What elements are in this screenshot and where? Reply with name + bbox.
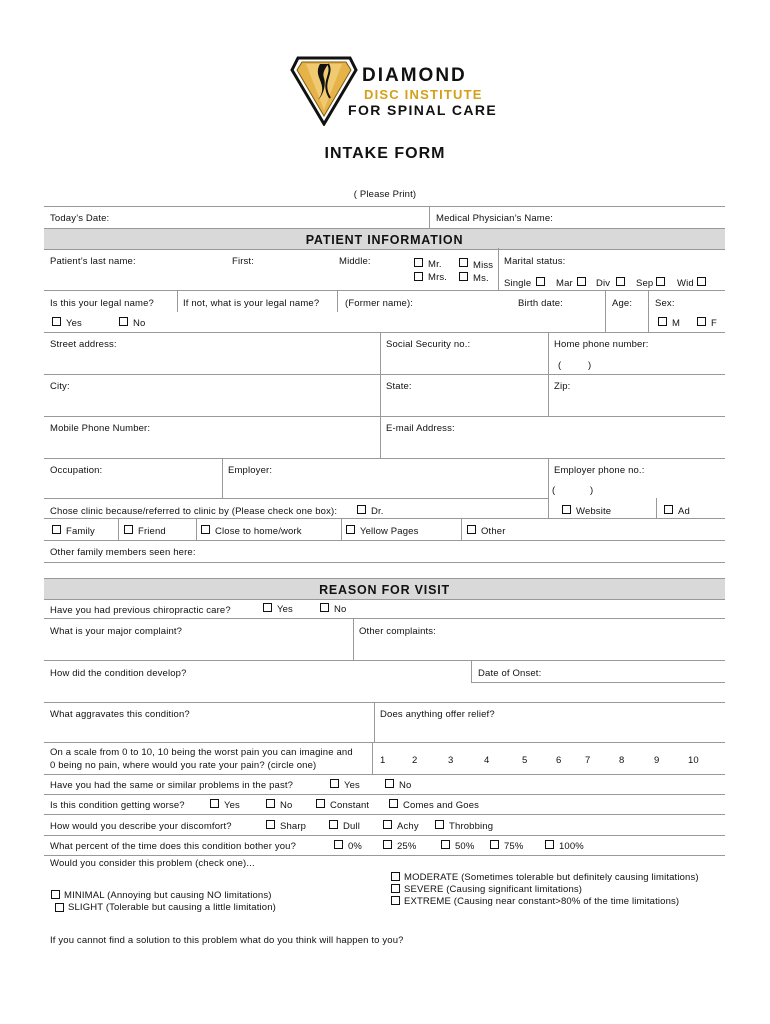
legal-no-checkbox[interactable] xyxy=(119,317,128,326)
onset-label: Date of Onset: xyxy=(478,668,542,679)
rule xyxy=(44,855,725,856)
rule xyxy=(374,702,375,742)
close-to-home-label: Close to home/work xyxy=(215,526,302,537)
dr-label: Dr. xyxy=(371,506,384,517)
logo xyxy=(290,52,500,130)
miss-label: Miss xyxy=(473,260,494,271)
friend-label: Friend xyxy=(138,526,166,537)
widowed-checkbox[interactable] xyxy=(697,277,706,286)
pain-scale-line-1: On a scale from 0 to 10, 10 being the worst pain you can imagine and xyxy=(50,747,353,758)
rule xyxy=(429,206,430,228)
rule xyxy=(461,518,462,540)
rule xyxy=(222,458,223,498)
employer-label: Employer: xyxy=(228,465,273,476)
percent-question: What percent of the time does this condition bother you? xyxy=(50,841,297,852)
rule xyxy=(196,518,197,540)
aggravates-label: What aggravates this condition? xyxy=(50,709,190,720)
percent-75-label: 75% xyxy=(504,841,524,852)
logo-line-3: FOR SPINAL CARE xyxy=(348,102,498,118)
website-label: Website xyxy=(576,506,612,517)
major-complaint-label: What is your major complaint? xyxy=(50,626,183,637)
ad-label: Ad xyxy=(678,506,690,517)
percent-100-checkbox[interactable] xyxy=(545,840,554,849)
close-to-home-checkbox[interactable] xyxy=(201,525,210,534)
divorced-label: Div xyxy=(596,278,611,289)
birth-date-label: Birth date: xyxy=(518,298,563,309)
constant-checkbox[interactable] xyxy=(316,799,325,808)
percent-0-checkbox[interactable] xyxy=(334,840,343,849)
mobile-label: Mobile Phone Number: xyxy=(50,423,151,434)
patient-info-header xyxy=(44,228,725,250)
age-label: Age: xyxy=(612,298,633,309)
worse-no-label: No xyxy=(280,800,293,811)
rule xyxy=(380,332,381,374)
rule xyxy=(471,682,725,683)
yellow-pages-label: Yellow Pages xyxy=(360,526,419,537)
first-name-label: First: xyxy=(232,256,255,267)
logo-line-2: DISC INSTITUTE xyxy=(364,87,483,102)
form-subtitle: ( Please Print) xyxy=(353,189,417,200)
rule xyxy=(44,416,725,417)
same-yes-checkbox[interactable] xyxy=(330,779,339,788)
sharp-label: Sharp xyxy=(280,821,307,832)
miss-checkbox[interactable] xyxy=(459,258,468,267)
middle-name-label: Middle: xyxy=(339,256,371,267)
rule xyxy=(44,332,725,333)
pain-6[interactable]: 6 xyxy=(556,755,562,766)
rule xyxy=(44,458,725,459)
worse-no-checkbox[interactable] xyxy=(266,799,275,808)
rule xyxy=(44,540,725,541)
last-name-label: Patient’s last name: xyxy=(50,256,136,267)
mr-label: Mr. xyxy=(428,259,442,270)
todays-date-label: Today’s Date: xyxy=(50,213,110,224)
sex-label: Sex: xyxy=(655,298,675,309)
sex-m-label: M xyxy=(672,318,681,329)
rule xyxy=(498,248,499,290)
other-checkbox[interactable] xyxy=(467,525,476,534)
state-label: State: xyxy=(386,381,412,392)
worse-yes-label: Yes xyxy=(224,800,240,811)
rule xyxy=(44,702,725,703)
pain-4[interactable]: 4 xyxy=(484,755,490,766)
employer-phone-paren-left: ( xyxy=(552,485,556,496)
pain-8[interactable]: 8 xyxy=(619,755,625,766)
rule xyxy=(44,742,725,743)
family-members-label: Other family members seen here: xyxy=(50,547,196,558)
sharp-checkbox[interactable] xyxy=(266,820,275,829)
percent-75-checkbox[interactable] xyxy=(490,840,499,849)
same-no-checkbox[interactable] xyxy=(385,779,394,788)
relief-label: Does anything offer relief? xyxy=(380,709,495,720)
mr-checkbox[interactable] xyxy=(414,258,423,267)
rule xyxy=(44,774,725,775)
describe-question: How would you describe your discomfort? xyxy=(50,821,232,832)
employer-phone-paren-right: ) xyxy=(590,485,594,496)
rule xyxy=(471,660,472,682)
former-name-label: (Former name): xyxy=(345,298,414,309)
dull-checkbox[interactable] xyxy=(329,820,338,829)
legal-yes-checkbox[interactable] xyxy=(52,317,61,326)
rule xyxy=(648,290,649,332)
mrs-label: Mrs. xyxy=(428,272,448,283)
street-label: Street address: xyxy=(50,339,117,350)
yellow-pages-checkbox[interactable] xyxy=(346,525,355,534)
home-phone-paren-right: ) xyxy=(588,360,592,371)
email-label: E-mail Address: xyxy=(386,423,455,434)
throbbing-label: Throbbing xyxy=(449,821,494,832)
same-problem-question: Have you had the same or similar problems in the past? xyxy=(50,780,294,791)
divorced-checkbox[interactable] xyxy=(616,277,625,286)
married-checkbox[interactable] xyxy=(577,277,586,286)
throbbing-checkbox[interactable] xyxy=(435,820,444,829)
ms-checkbox[interactable] xyxy=(459,272,468,281)
rule xyxy=(548,458,549,518)
ssn-label: Social Security no.: xyxy=(386,339,471,350)
zip-label: Zip: xyxy=(554,381,571,392)
rule xyxy=(353,618,354,660)
widowed-label: Wid xyxy=(677,278,694,289)
comes-goes-checkbox[interactable] xyxy=(389,799,398,808)
severe-label: SEVERE (Causing significant limitations) xyxy=(404,884,583,895)
rule xyxy=(44,618,725,619)
rule xyxy=(44,290,725,291)
consider-question: Would you consider this problem (check one)... xyxy=(50,858,255,869)
home-phone-label: Home phone number: xyxy=(554,339,649,350)
extreme-label: EXTREME (Causing near constant>80% of the time limitations) xyxy=(404,896,680,907)
percent-100-label: 100% xyxy=(559,841,584,852)
single-checkbox[interactable] xyxy=(536,277,545,286)
friend-checkbox[interactable] xyxy=(124,525,133,534)
married-label: Mar xyxy=(556,278,573,289)
ad-checkbox[interactable] xyxy=(664,505,673,514)
website-checkbox[interactable] xyxy=(562,505,571,514)
ms-label: Ms. xyxy=(473,273,489,284)
moderate-checkbox[interactable] xyxy=(391,872,400,881)
rule xyxy=(605,290,606,332)
percent-50-checkbox[interactable] xyxy=(441,840,450,849)
family-checkbox[interactable] xyxy=(52,525,61,534)
family-label: Family xyxy=(66,526,95,537)
form-title: INTAKE FORM xyxy=(324,145,446,162)
pain-3[interactable]: 3 xyxy=(448,755,454,766)
dull-label: Dull xyxy=(343,821,360,832)
pain-7[interactable]: 7 xyxy=(585,755,591,766)
rule xyxy=(380,374,381,416)
achy-checkbox[interactable] xyxy=(383,820,392,829)
physician-label: Medical Physician’s Name: xyxy=(436,213,554,224)
achy-label: Achy xyxy=(397,821,419,832)
rule xyxy=(44,814,725,815)
same-no-label: No xyxy=(399,780,412,791)
rule xyxy=(44,794,725,795)
rule xyxy=(341,518,342,540)
comes-goes-label: Comes and Goes xyxy=(403,800,480,811)
future-question: If you cannot find a solution to this problem what do you think will happen to you? xyxy=(50,935,404,946)
rule xyxy=(44,660,725,661)
sex-m-checkbox[interactable] xyxy=(658,317,667,326)
mrs-checkbox[interactable] xyxy=(414,272,423,281)
prev-chiro-question: Have you had previous chiropractic care? xyxy=(50,605,231,616)
legal-no-label: No xyxy=(133,318,146,329)
rule xyxy=(177,290,178,312)
same-yes-label: Yes xyxy=(344,780,360,791)
moderate-label: MODERATE (Sometimes tolerable but definitely causing limitations) xyxy=(404,872,699,883)
minimal-label: MINIMAL (Annoying but causing NO limitations) xyxy=(64,890,272,901)
rule xyxy=(548,374,549,416)
rule xyxy=(372,742,373,774)
percent-25-label: 25% xyxy=(397,841,417,852)
logo-line-1: DIAMOND xyxy=(362,65,467,86)
patient-info-heading: PATIENT INFORMATION xyxy=(305,233,464,247)
pain-scale-line-2: 0 being no pain, where would you rate your pain? (circle one) xyxy=(50,760,317,771)
rule xyxy=(44,562,725,563)
rule xyxy=(44,498,549,499)
worse-yes-checkbox[interactable] xyxy=(210,799,219,808)
prev-chiro-yes-checkbox[interactable] xyxy=(263,603,272,612)
rule xyxy=(118,518,119,540)
rule xyxy=(44,206,725,207)
slight-checkbox[interactable] xyxy=(55,903,64,912)
marital-label: Marital status: xyxy=(504,256,566,267)
worse-question: Is this condition getting worse? xyxy=(50,800,185,811)
rule xyxy=(337,290,338,312)
reason-header xyxy=(44,578,725,600)
employer-phone-label: Employer phone no.: xyxy=(554,465,645,476)
rule xyxy=(548,332,549,374)
develop-label: How did the condition develop? xyxy=(50,668,187,679)
severe-checkbox[interactable] xyxy=(391,884,400,893)
separated-label: Sep xyxy=(636,278,654,289)
pain-5[interactable]: 5 xyxy=(522,755,528,766)
other-complaints-label: Other complaints: xyxy=(359,626,436,637)
pain-2[interactable]: 2 xyxy=(412,755,418,766)
percent-0-label: 0% xyxy=(348,841,363,852)
legal-name-if-not: If not, what is your legal name? xyxy=(183,298,320,309)
percent-50-label: 50% xyxy=(455,841,475,852)
pain-1[interactable]: 1 xyxy=(380,755,386,766)
extreme-checkbox[interactable] xyxy=(391,896,400,905)
sex-f-checkbox[interactable] xyxy=(697,317,706,326)
legal-name-question: Is this your legal name? xyxy=(50,298,154,309)
prev-chiro-yes-label: Yes xyxy=(277,604,293,615)
rule xyxy=(380,416,381,458)
legal-yes-label: Yes xyxy=(66,318,82,329)
reason-heading: REASON FOR VISIT xyxy=(319,583,450,597)
rule xyxy=(44,374,725,375)
separated-checkbox[interactable] xyxy=(656,277,665,286)
rule xyxy=(44,835,725,836)
pain-9[interactable]: 9 xyxy=(654,755,660,766)
prev-chiro-no-checkbox[interactable] xyxy=(320,603,329,612)
rule xyxy=(44,518,725,519)
percent-25-checkbox[interactable] xyxy=(383,840,392,849)
city-label: City: xyxy=(50,381,70,392)
other-label: Other xyxy=(481,526,506,537)
slight-label: SLIGHT (Tolerable but causing a little limitation) xyxy=(68,902,276,913)
constant-label: Constant xyxy=(330,800,370,811)
dr-checkbox[interactable] xyxy=(357,505,366,514)
sex-f-label: F xyxy=(711,318,717,329)
rule xyxy=(656,498,657,518)
home-phone-paren-left: ( xyxy=(558,360,562,371)
prev-chiro-no-label: No xyxy=(334,604,347,615)
single-label: Single xyxy=(504,278,532,289)
minimal-checkbox[interactable] xyxy=(51,890,60,899)
clinic-question: Chose clinic because/referred to clinic by (Please check one box): xyxy=(50,506,338,517)
occupation-label: Occupation: xyxy=(50,465,103,476)
pain-10[interactable]: 10 xyxy=(688,755,699,766)
